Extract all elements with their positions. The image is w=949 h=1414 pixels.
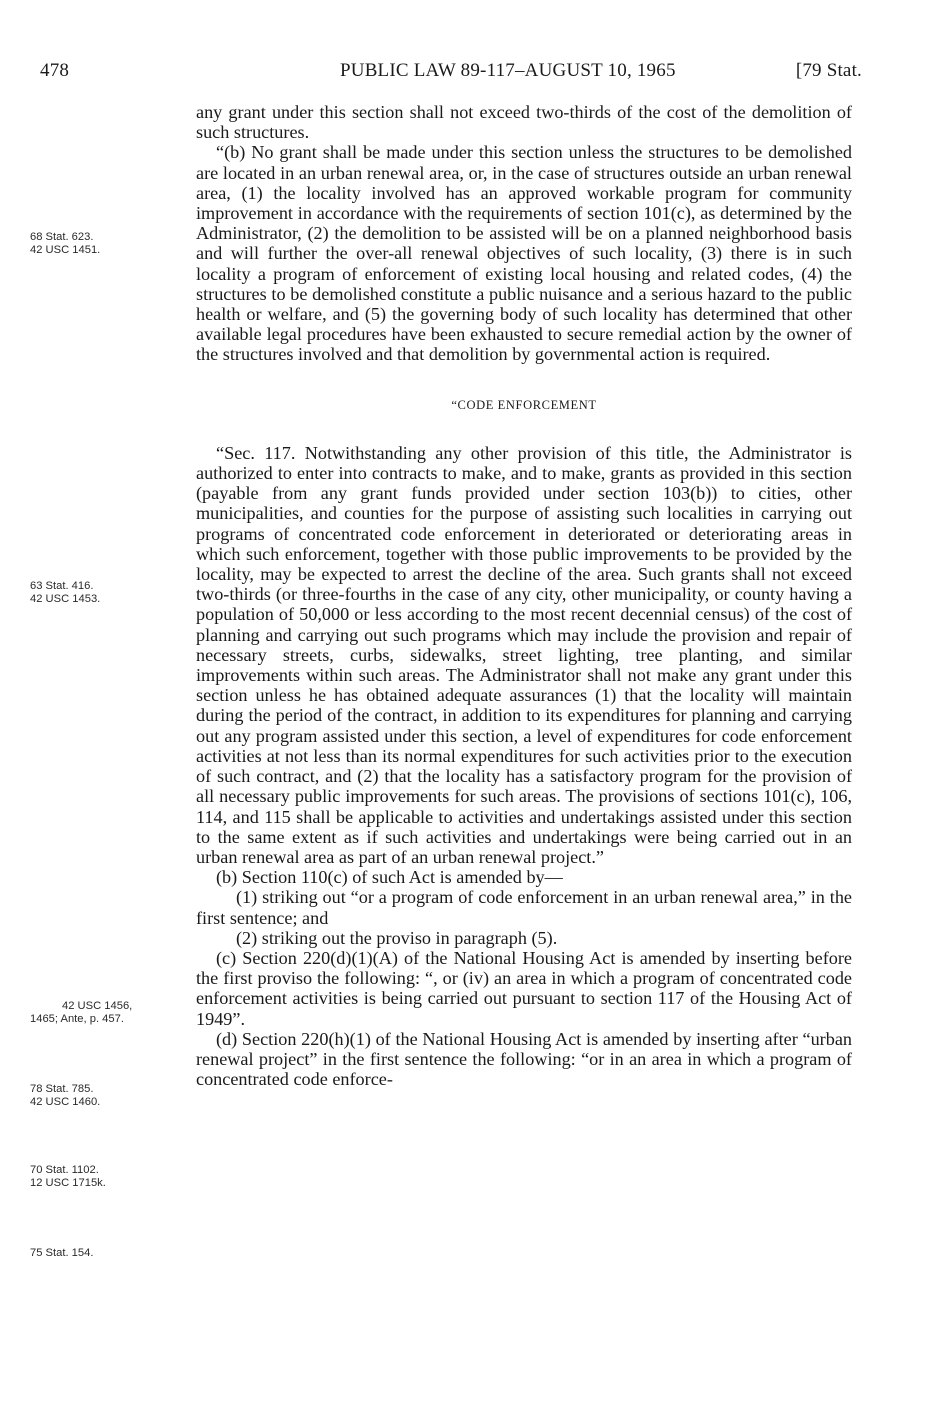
margin-note-line: 75 Stat. 154. bbox=[30, 1247, 94, 1259]
margin-note-line: 42 USC 1460. bbox=[30, 1096, 101, 1108]
paragraph: any grant under this section shall not exceed two-thirds of the cost of the demolition of such structures. bbox=[196, 102, 852, 143]
page-number: 478 bbox=[40, 60, 70, 81]
paragraph: “Sec. 117. Notwithstanding any other provision of this title, the Administrator is authorized to enter into contracts to make, and to make, grants as provided in this section (payable from any grant funds provided under section 103(b)) to cities, other municipalities, and counties for the purpose of assisting such localities in carrying out programs of concentrated code enforcement in deteriorated or deteriorating areas in which such enforcement, together with those public improvements to be provided by the locality, may be expected to arrest the decline of the area. Such grants shall not exceed two-thirds (or three-fourths in the case of any city, other municipality, or county having a population of 50,000 or less according to the most recent decennial census) of the cost of planning and carrying out such programs which may include the provision and repair of necessary streets, curbs, sidewalks, street lighting, tree planting, and similar improvements within such areas. The Administrator shall not make any grant under this section unless he has obtained adequate assurances (1) that the locality will maintain during the period of the contract, in addition to its expenditures for planning and carrying out any program assisted under this section, a level of expenditures for code enforcement activities at not less than its normal expenditures for such activities prior to the execution of such contract, and (2) that the locality has a satisfactory program for the provision of all necessary public improvements for such areas. The provisions of sections 101(c), 106, 114, and 115 shall be applicable to activities and undertakings assisted under this section to the same extent as if such activities and undertakings were being carried out in an urban renewal area as part of an urban renewal project.” bbox=[196, 442, 852, 867]
document-body bbox=[196, 102, 852, 1089]
margin-note-line: 42 USC 1456, bbox=[62, 1000, 133, 1012]
paragraph: “(b) No grant shall be made under this section unless the structures to be demolished are located in an urban renewal area, or, in the case of structures outside an urban renewal area, (1) the locality involved has an approved workable program for community improvement in accordance with the requirements of section 101(c), as determined by the Administrator, (2) the demolition to be assisted will be on a planned neighborhood basis and will further the over-all renewal objectives of such locality, (3) there is in such locality a program of enforcement of existing local housing and related codes, (4) the structures to be demolished constitute a public nuisance and a serious hazard to the public health or welfare, and (5) the governing body of such locality has determined that other available legal procedures have been exhausted to secure remedial action by the owner of the structures involved and that demolition by governmental action is required. bbox=[196, 142, 852, 365]
stat-reference: [79 Stat. bbox=[795, 60, 862, 81]
margin-note-5 bbox=[30, 1164, 180, 1190]
margin-note-line: 78 Stat. 785. bbox=[30, 1083, 94, 1095]
margin-note-3 bbox=[30, 1000, 180, 1026]
section-heading: “CODE ENFORCEMENT bbox=[451, 397, 597, 412]
margin-note-line: 63 Stat. 416. bbox=[30, 580, 94, 592]
margin-note-2 bbox=[30, 580, 180, 606]
margin-note-1 bbox=[30, 231, 180, 257]
margin-note-line: 68 Stat. 623. bbox=[30, 231, 94, 243]
margin-note-4 bbox=[30, 1083, 180, 1109]
margin-note-6 bbox=[30, 1247, 180, 1260]
paragraph: (d) Section 220(h)(1) of the National Housing Act is amended by inserting after “urban renewal project” in the first sentence the following: “or in an area in which a program of concentrated code enforce- bbox=[196, 1028, 852, 1090]
margin-note-line: 70 Stat. 1102. bbox=[30, 1164, 99, 1176]
page-header bbox=[40, 60, 862, 84]
margin-note-line: 42 USC 1453. bbox=[30, 593, 101, 605]
paragraph: (b) Section 110(c) of such Act is amended by— bbox=[216, 867, 563, 888]
margin-note-line: 42 USC 1451. bbox=[30, 244, 101, 256]
paragraph: (2) striking out the proviso in paragraph (5). bbox=[236, 927, 558, 948]
page-title: PUBLIC LAW 89-117–AUGUST 10, 1965 bbox=[340, 60, 676, 81]
paragraph: (c) Section 220(d)(1)(A) of the National Housing Act is amended by inserting before the first proviso the following: “, or (iv) an area in which a program of concentrated code enforcement activities is being carried out pursuant to section 117 of the Housing Act of 1949”. bbox=[196, 947, 852, 1029]
margin-note-line: 1465; Ante, p. 457. bbox=[30, 1013, 124, 1025]
margin-note-line: 12 USC 1715k. bbox=[30, 1177, 106, 1189]
paragraph: (1) striking out “or a program of code enforcement in an urban renewal area,” in the first sentence; and bbox=[196, 887, 852, 928]
